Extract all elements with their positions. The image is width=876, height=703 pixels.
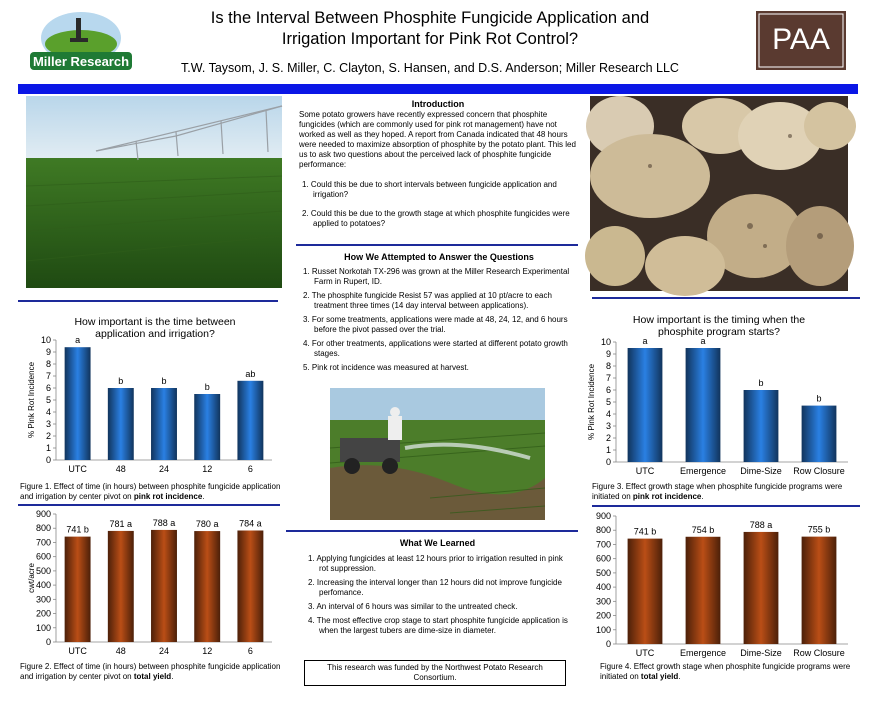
y-tick-label: 700 bbox=[35, 537, 51, 548]
method-item: 3. For some treatments, applications were made at 48, 24, 12, and 6 hours before the pivot passed over the trial. bbox=[303, 315, 568, 334]
learned-item: 4. The most effective crop stage to start phosphite fungicide application is when the largest tubers are dime-size in diameter. bbox=[308, 616, 568, 635]
bar bbox=[237, 381, 263, 460]
bar bbox=[108, 388, 134, 460]
section-divider bbox=[296, 244, 578, 246]
bar-label: 780 a bbox=[195, 519, 219, 530]
bar-label: ab bbox=[245, 368, 256, 379]
y-tick-label: 300 bbox=[595, 596, 611, 607]
fig3-title-line: How important is the timing when the bbox=[632, 314, 806, 326]
fig1-caption bbox=[20, 482, 282, 502]
introduction-section bbox=[299, 99, 577, 233]
bar bbox=[686, 348, 721, 462]
y-tick-label: 500 bbox=[595, 567, 611, 578]
intro-question: 1. Could this be due to short intervals between fungicide application and irrigation? bbox=[302, 180, 557, 199]
bar bbox=[686, 537, 721, 644]
bar-label: 755 b bbox=[807, 524, 831, 535]
y-tick-label: 100 bbox=[595, 624, 611, 635]
bar bbox=[151, 530, 177, 642]
fig1-title-line: application and irrigation? bbox=[95, 328, 215, 340]
category-label: UTC bbox=[635, 466, 655, 476]
learned-item: 2. Increasing the interval longer than 12 hours did not improve fungicide perfomance. bbox=[308, 578, 562, 597]
category-label: 12 bbox=[202, 646, 213, 656]
category-label: 48 bbox=[115, 646, 126, 656]
bar-label: 781 a bbox=[109, 518, 133, 529]
bar bbox=[744, 532, 779, 644]
category-label: Row Closure bbox=[793, 648, 845, 658]
bar-label: a bbox=[75, 335, 81, 346]
category-label: Dime-Size bbox=[740, 466, 782, 476]
y-axis-label: % Pink Rot Incidence bbox=[587, 363, 596, 441]
bar-label: a bbox=[700, 336, 706, 346]
section-divider bbox=[18, 300, 278, 302]
bar bbox=[802, 406, 837, 462]
authors: T.W. Taysom, J. S. Miller, C. Clayton, S. Hansen, and D.S. Anderson; Miller Research LLC bbox=[181, 61, 679, 75]
category-label: UTC bbox=[68, 464, 87, 474]
fig3-caption bbox=[592, 482, 854, 502]
caption-emphasis: total yield bbox=[133, 672, 172, 681]
bar bbox=[628, 539, 663, 644]
bar-label: 788 a bbox=[152, 517, 176, 528]
y-tick-label: 5 bbox=[605, 397, 611, 407]
y-tick-label: 400 bbox=[35, 580, 51, 591]
y-tick-label: 500 bbox=[35, 565, 51, 576]
header-bar bbox=[18, 84, 858, 94]
paa-logo bbox=[756, 11, 846, 70]
bar bbox=[108, 531, 134, 642]
bar bbox=[802, 537, 837, 644]
y-tick-label: 200 bbox=[35, 608, 51, 619]
y-tick-label: 6 bbox=[45, 383, 51, 393]
y-tick-label: 900 bbox=[595, 511, 611, 521]
fig3-title-line: phosphite program starts? bbox=[658, 326, 780, 338]
bar-label: a bbox=[642, 336, 648, 346]
bar-label: 754 b bbox=[691, 524, 715, 535]
y-tick-label: 0 bbox=[605, 639, 611, 649]
caption-text: Figure 4. Effect growth stage when phosphite fungicide programs were initiated on bbox=[600, 662, 851, 681]
y-tick-label: 6 bbox=[605, 385, 611, 395]
fig2-caption bbox=[20, 662, 282, 682]
y-tick-label: 200 bbox=[595, 610, 611, 621]
section-divider bbox=[286, 530, 578, 532]
y-tick-label: 2 bbox=[45, 431, 51, 441]
section-divider bbox=[592, 505, 860, 507]
learned-heading: What We Learned bbox=[399, 538, 476, 548]
poster-title bbox=[150, 8, 710, 50]
y-tick-label: 1 bbox=[45, 443, 51, 453]
bar bbox=[194, 394, 220, 460]
category-label: Dime-Size bbox=[740, 648, 782, 658]
bar bbox=[65, 347, 91, 460]
y-tick-label: 10 bbox=[40, 335, 51, 345]
y-tick-label: 7 bbox=[45, 371, 51, 381]
y-tick-label: 600 bbox=[595, 553, 611, 564]
title-line-2: Irrigation Important for Pink Rot Control? bbox=[281, 30, 579, 48]
paa-logo-text: PAA bbox=[772, 23, 830, 56]
method-item: 1. Russet Norkotah TX-296 was grown at the Miller Research Experimental Farm in Rupert, ID. bbox=[303, 267, 570, 286]
introduction-text: Some potato growers have recently expressed concern that phosphite fungicides (which are commonly used for pink rot management) have not worked as well as they hoped. A report from Canada indicated that 48 hours were needed to maximize absorption of phosphite by the potato plant. This led us to ask two questions about the perceived lack of phosphite fungicide performance: bbox=[299, 110, 576, 169]
bar-label: b bbox=[758, 378, 764, 388]
caption-emphasis: pink rot incidence bbox=[133, 492, 203, 501]
caption-emphasis: pink rot incidence bbox=[632, 492, 702, 501]
methods-heading: How We Attempted to Answer the Questions bbox=[344, 252, 534, 262]
y-tick-label: 9 bbox=[605, 349, 611, 359]
y-tick-label: 4 bbox=[45, 407, 51, 417]
fig4-caption bbox=[600, 662, 862, 682]
fig1-chart bbox=[20, 332, 280, 478]
bar bbox=[194, 531, 220, 642]
y-tick-label: 5 bbox=[45, 395, 51, 405]
y-tick-label: 700 bbox=[595, 539, 611, 550]
bar bbox=[237, 530, 263, 642]
y-tick-label: 7 bbox=[605, 373, 611, 383]
learned-section bbox=[305, 538, 570, 640]
y-tick-label: 1 bbox=[605, 445, 611, 455]
fig4-chart bbox=[594, 508, 856, 662]
bar-label: b bbox=[161, 376, 167, 386]
logo-text: Miller Research bbox=[32, 54, 130, 69]
introduction-heading: Introduction bbox=[411, 99, 465, 109]
learned-item: 3. An interval of 6 hours was similar to the untreated check. bbox=[308, 602, 518, 611]
intro-question: 2. Could this be due to the growth stage at which phosphite fungicides were applied to potatoes? bbox=[302, 209, 570, 228]
method-item: 4. For other treatments, applications were started at different potato growth stages. bbox=[303, 339, 568, 358]
y-tick-label: 3 bbox=[45, 419, 51, 429]
section-divider bbox=[592, 297, 860, 299]
caption-text: Figure 1. Effect of time (in hours) between phosphite fungicide application and irrigation by center pivot on bbox=[20, 482, 281, 501]
bar bbox=[151, 388, 177, 460]
pink-rot-tubers-photo bbox=[590, 96, 848, 291]
caption-period: . bbox=[678, 672, 681, 681]
fig3-chart bbox=[587, 334, 856, 480]
method-item: 5. Pink rot incidence was measured at harvest. bbox=[303, 363, 469, 372]
y-tick-label: 8 bbox=[45, 359, 51, 369]
y-tick-label: 600 bbox=[35, 551, 51, 562]
bar bbox=[744, 390, 779, 462]
category-label: 6 bbox=[247, 646, 253, 656]
category-label: Emergence bbox=[679, 648, 727, 658]
bar-label: 788 a bbox=[749, 519, 773, 530]
y-tick-label: 0 bbox=[45, 455, 51, 465]
category-label: Row Closure bbox=[793, 466, 845, 476]
methods-section bbox=[300, 252, 578, 377]
category-label: 6 bbox=[247, 464, 253, 474]
learned-item: 1. Applying fungicides at least 12 hours prior to irrigation resulted in pink rot suppression. bbox=[308, 554, 563, 573]
category-label: 24 bbox=[158, 464, 170, 474]
y-tick-label: 300 bbox=[35, 594, 51, 605]
caption-period: . bbox=[202, 492, 205, 501]
caption-period: . bbox=[701, 492, 704, 501]
caption-text: Figure 2. Effect of time (in hours) between phosphite fungicide application and irrigation by center pivot on bbox=[20, 662, 281, 681]
category-label: UTC bbox=[635, 648, 655, 658]
title-line-1: Is the Interval Between Phosphite Fungicide Application and bbox=[210, 9, 650, 27]
y-axis-label: cwt/acre bbox=[27, 563, 36, 593]
y-tick-label: 800 bbox=[595, 525, 611, 536]
y-tick-label: 0 bbox=[605, 457, 611, 467]
y-tick-label: 9 bbox=[45, 347, 51, 357]
bar bbox=[628, 348, 663, 462]
category-label: 48 bbox=[115, 464, 126, 474]
category-label: UTC bbox=[68, 646, 87, 656]
y-tick-label: 3 bbox=[605, 421, 611, 431]
caption-period: . bbox=[171, 672, 174, 681]
y-tick-label: 10 bbox=[600, 337, 611, 347]
category-label: Emergence bbox=[679, 466, 727, 476]
y-tick-label: 8 bbox=[605, 361, 611, 371]
fig1-title-line: How important is the time between bbox=[74, 316, 236, 328]
bar-label: 741 b bbox=[633, 526, 657, 537]
caption-emphasis: total yield bbox=[640, 672, 679, 681]
bar-label: b bbox=[816, 393, 822, 404]
sprayer-photo bbox=[330, 388, 545, 520]
bar bbox=[65, 537, 91, 642]
y-tick-label: 800 bbox=[35, 523, 51, 534]
field-pivot-photo bbox=[26, 96, 282, 288]
y-axis-label: % Pink Rot Incidence bbox=[27, 361, 36, 439]
miller-research-logo bbox=[28, 10, 134, 74]
y-tick-label: 4 bbox=[605, 409, 611, 419]
y-tick-label: 0 bbox=[45, 637, 51, 647]
bar-label: b bbox=[204, 382, 210, 392]
bar-label: 784 a bbox=[239, 518, 262, 529]
fig2-chart bbox=[20, 506, 280, 660]
category-label: 12 bbox=[202, 464, 213, 474]
category-label: 24 bbox=[158, 646, 170, 656]
funding-note: This research was funded by the Northwest Potato Research Consortium. bbox=[304, 660, 566, 686]
bar-label: b bbox=[118, 376, 124, 386]
method-item: 2. The phosphite fungicide Resist 57 was applied at 10 pt/acre to each treatment three times (14 day interval between applications). bbox=[303, 291, 552, 310]
y-tick-label: 100 bbox=[35, 622, 51, 633]
y-tick-label: 2 bbox=[605, 433, 611, 443]
bar-label: 741 b bbox=[66, 524, 89, 535]
caption-text: Figure 3. Effect growth stage when phosphite fungicide programs were initiated on bbox=[592, 482, 843, 501]
y-tick-label: 900 bbox=[35, 509, 51, 519]
y-tick-label: 400 bbox=[595, 582, 611, 593]
